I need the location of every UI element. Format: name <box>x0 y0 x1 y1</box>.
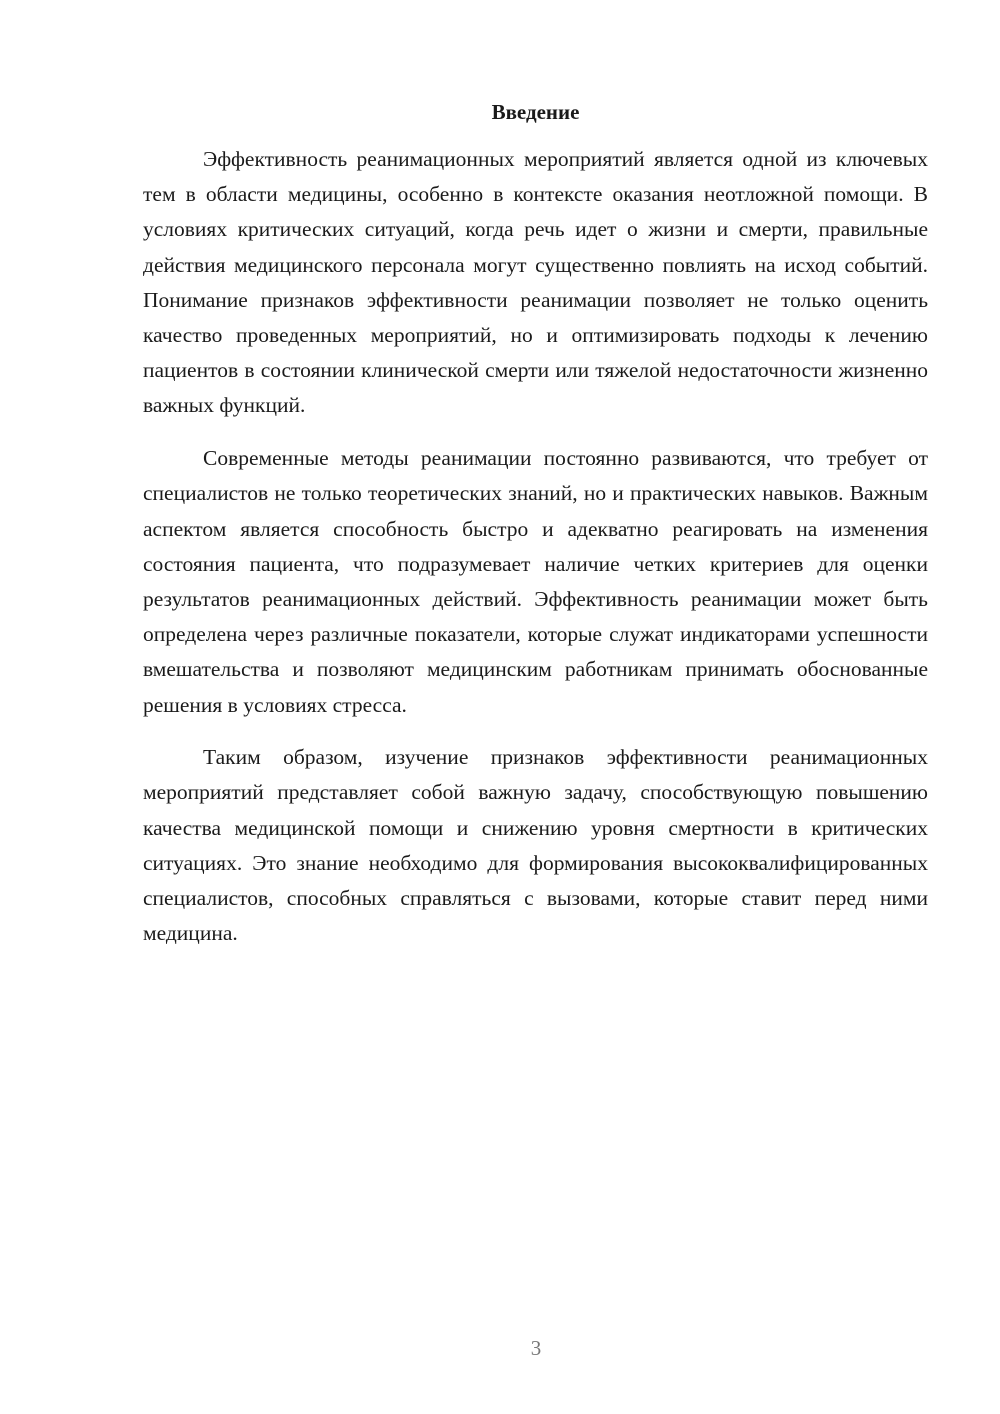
section-heading: Введение <box>491 100 580 124</box>
body-text <box>143 142 928 969</box>
paragraph-2: Современные методы реанимации постоянно развиваются, что требует от специалистов не только теоретических знаний, но и практических навыков. Важным аспектом является способность быстро и адекватно реагировать на изменения состояния пациента, что подразумевает наличие четких критериев для оценки результатов реанимационных действий. Эффективность реанимации может быть определена через различные показатели, которые служат индикаторами успешности вмешательства и позволяют медицинским работникам принимать обоснованные решения в условиях стресса. <box>143 446 928 717</box>
paragraph-1: Эффективность реанимационных мероприятий является одной из ключевых тем в области медицины, особенно в контексте оказания неотложной помощи. В условиях критических ситуаций, когда речь идет о жизни и смерти, правильные действия медицинского персонала могут существенно повлиять на исход событий. Понимание признаков эффективности реанимации позволяет не только оценить качество проведенных мероприятий, но и оптимизировать подходы к лечению пациентов в состоянии клинической смерти или тяжелой недостаточности жизненно важных функций. <box>143 147 928 418</box>
page-number: 3 <box>530 1336 542 1360</box>
paragraph-3: Таким образом, изучение признаков эффективности реанимационных мероприятий представляет собой важную задачу, способствующую повышению качества медицинской помощи и снижению уровня смертности в критических ситуациях. Это знание необходимо для формирования высококвалифицированных специалистов, способных справляться с вызовами, которые ставит перед ними медицина. <box>143 745 928 946</box>
